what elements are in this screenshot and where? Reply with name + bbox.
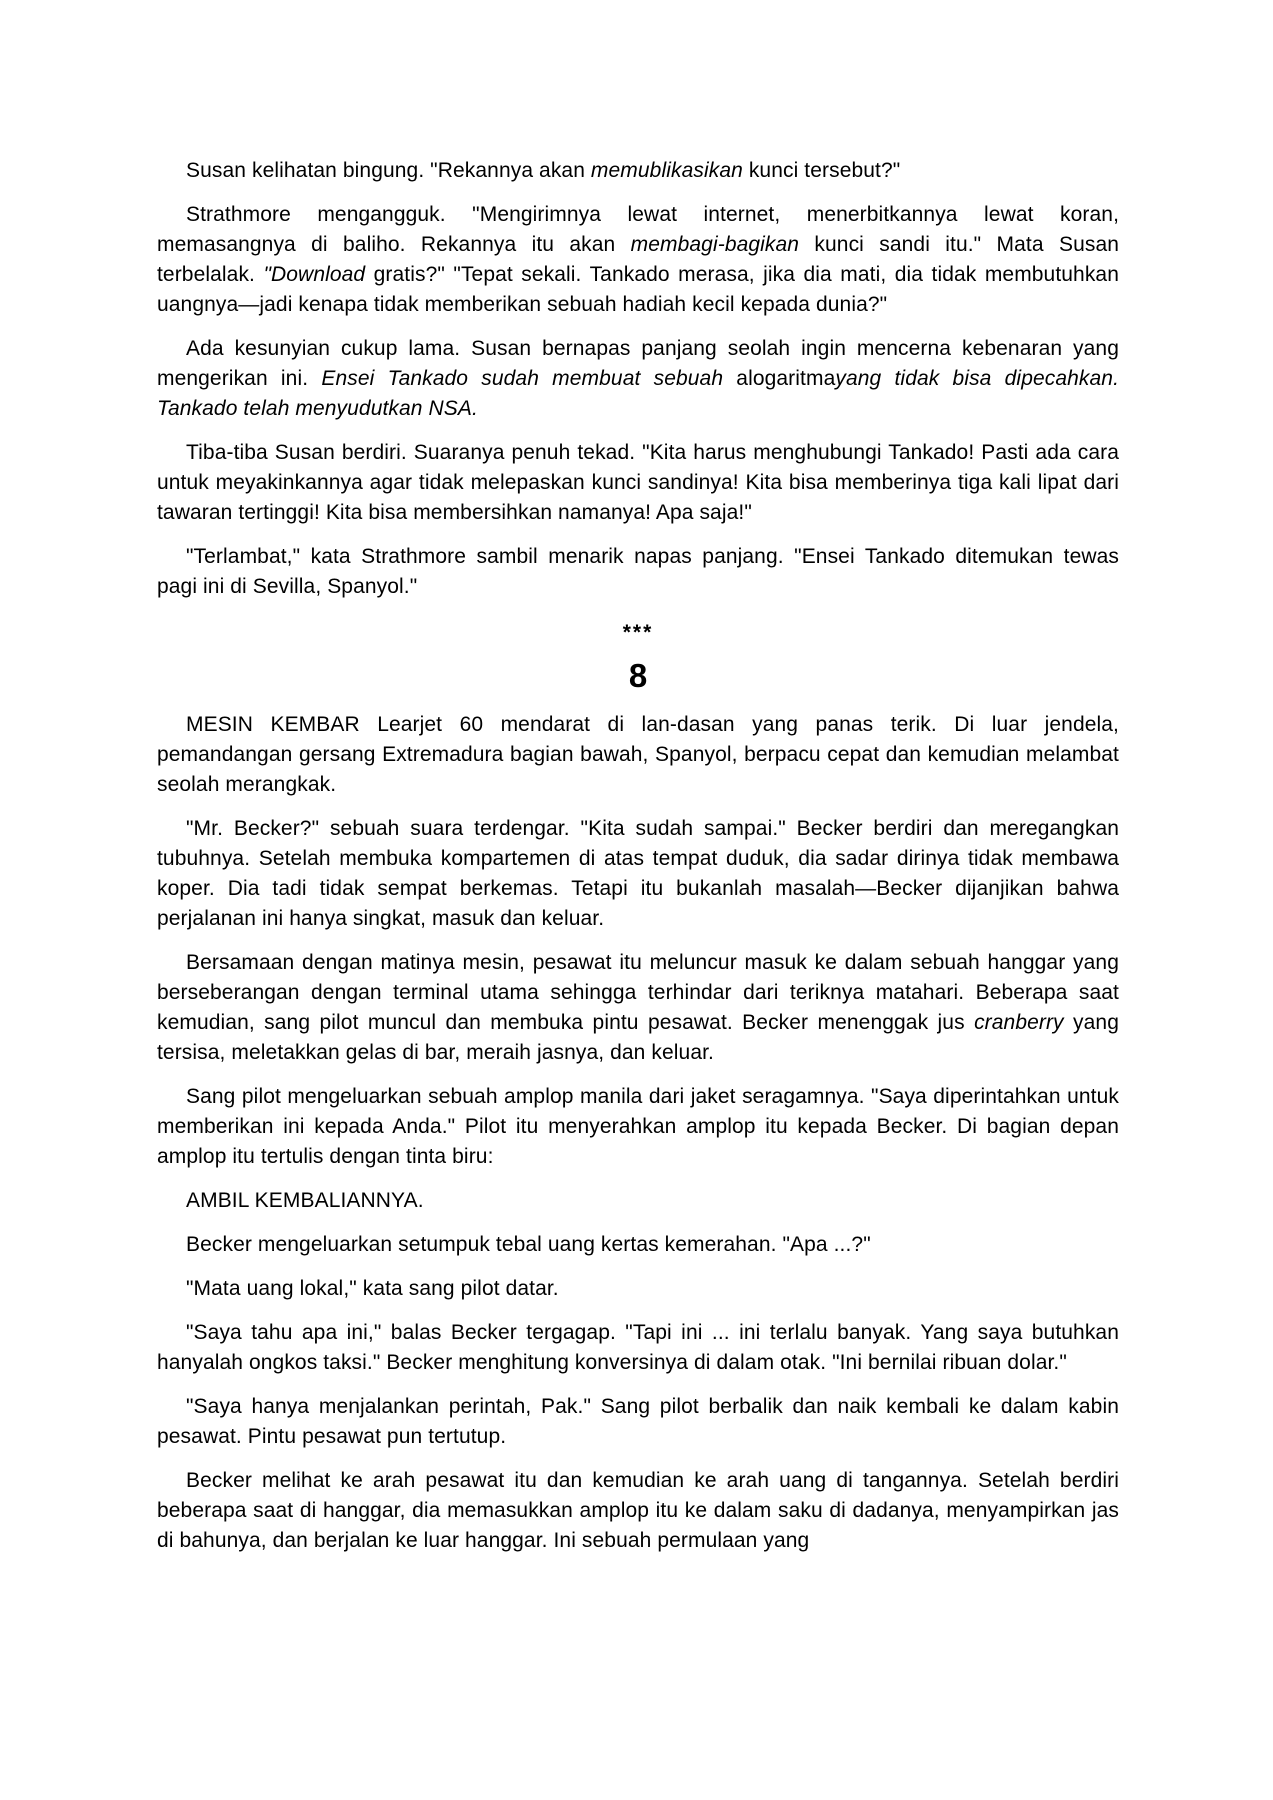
paragraph (157, 814, 1119, 934)
text-run: kunci sandi itu." Mata Susan terbelalak. (157, 233, 1120, 286)
text-run: Ada kesunyian cukup lama. Susan bernapas panjang seolah ingin mencerna kebenaran yang mengerikan ini. (157, 337, 1119, 390)
text-run: "Mata uang lokal," kata sang pilot datar. (186, 1277, 559, 1300)
italic-run: yang tidak bisa dipecahkan. Tankado telah menyudutkan NSA. (157, 367, 1120, 420)
paragraph (157, 334, 1119, 424)
paragraph (157, 1230, 1119, 1260)
text-run: "Saya tahu apa ini," balas Becker tergagap. "Tapi ini ... ini terlalu banyak. Yang saya butuhkan hanyalah ongkos taksi." Becker menghitung konversinya di dalam otak. "Ini bernilai ribuan dolar." (157, 1321, 1119, 1374)
paragraph (157, 710, 1119, 800)
text-run: alogaritma (723, 367, 836, 390)
text-run: "Terlambat," kata Strathmore sambil menarik napas panjang. "Ensei Tankado ditemukan tewas pagi ini di Sevilla, Spanyol." (157, 545, 1119, 598)
paragraph (157, 438, 1119, 528)
text-run: "Mr. Becker?" sebuah suara terdengar. "Kita sudah sampai." Becker berdiri dan meregangkan tubuhnya. Setelah membuka kompartemen di atas tempat duduk, dia sadar dirinya tidak membawa koper. Dia tadi tidak sempat berkemas. Tetapi itu bukanlah masalah—Becker dijanjikan bahwa perjalanan ini hanya singkat, masuk dan keluar. (157, 817, 1119, 930)
paragraph (157, 1466, 1119, 1556)
text-run: Strathmore mengangguk. "Mengirimnya lewat internet, menerbitkannya lewat koran, memasangnya di baliho. Rekannya itu akan (157, 203, 1119, 256)
text-run: AMBIL KEMBALIANNYA. (186, 1189, 424, 1212)
page-content (157, 156, 1119, 1556)
paragraph (157, 1318, 1119, 1378)
paragraph (157, 542, 1119, 602)
italic-run: memublikasikan (590, 159, 743, 182)
text-run: Becker mengeluarkan setumpuk tebal uang kertas kemerahan. "Apa ...?" (186, 1233, 871, 1256)
text-run: "Saya hanya menjalankan perintah, Pak." Sang pilot berbalik dan naik kembali ke dalam kabin pesawat. Pintu pesawat pun tertutup. (157, 1395, 1119, 1448)
paragraph (157, 948, 1119, 1068)
text-run: yang tersisa, meletakkan gelas di bar, meraih jasnya, dan keluar. (157, 1011, 1119, 1064)
italic-run: "Download (263, 263, 366, 286)
text-run: Becker melihat ke arah pesawat itu dan kemudian ke arah uang di tangannya. Setelah berdiri beberapa saat di hanggar, dia memasukkan amplop itu ke dalam saku di dadanya, menyampirkan jas di bahunya, dan berjalan ke luar hanggar. Ini sebuah permulaan yang (157, 1469, 1119, 1552)
text-run: kunci tersebut?" (742, 159, 901, 182)
chapter-number: 8 (628, 657, 648, 694)
text-run: MESIN KEMBAR Learjet 60 mendarat di lan-dasan yang panas terik. Di luar jendela, pemandangan gersang Extremadura bagian bawah, Spanyol, berpacu cepat dan kemudian melambat seolah merangkak. (157, 713, 1119, 796)
text-run: Tiba-tiba Susan berdiri. Suaranya penuh tekad. "Kita harus menghubungi Tankado! Pasti ada cara untuk meyakinkannya agar tidak melepaskan kunci sandinya! Kita bisa memberinya tiga kali lipat dari tawaran tertinggi! Kita bisa membersihkan namanya! Apa saja!" (157, 441, 1119, 524)
paragraph (157, 200, 1119, 320)
text-run: Bersamaan dengan matinya mesin, pesawat itu meluncur masuk ke dalam sebuah hanggar yang berseberangan dengan terminal utama sehingga terhindar dari teriknya matahari. Beberapa saat kemudian, sang pilot muncul dan membuka pintu pesawat. Becker menenggak jus (157, 951, 1119, 1034)
paragraph (157, 1392, 1119, 1452)
paragraph (157, 156, 1119, 186)
text-run: Susan kelihatan bingung. "Rekannya akan (186, 159, 591, 182)
paragraph (157, 1274, 1119, 1304)
text-run: gratis?" "Tepat sekali. Tankado merasa, jika dia mati, dia tidak membutuhkan uangnya—jadi kenapa tidak memberikan sebuah hadiah kecil kepada dunia?" (157, 263, 1119, 316)
paragraph (157, 1082, 1119, 1172)
text-run: Sang pilot mengeluarkan sebuah amplop manila dari jaket seragamnya. "Saya diperintahkan untuk memberikan ini kepada Anda." Pilot itu menyerahkan amplop itu kepada Becker. Di bagian depan amplop itu tertulis dengan tinta biru: (157, 1085, 1119, 1168)
italic-run: membagi-bagikan (630, 233, 800, 256)
italic-run: cranberry (974, 1011, 1064, 1034)
paragraph (157, 1186, 1119, 1216)
section-separator: *** (622, 621, 654, 644)
italic-run: Ensei Tankado sudah membuat sebuah (321, 367, 724, 390)
